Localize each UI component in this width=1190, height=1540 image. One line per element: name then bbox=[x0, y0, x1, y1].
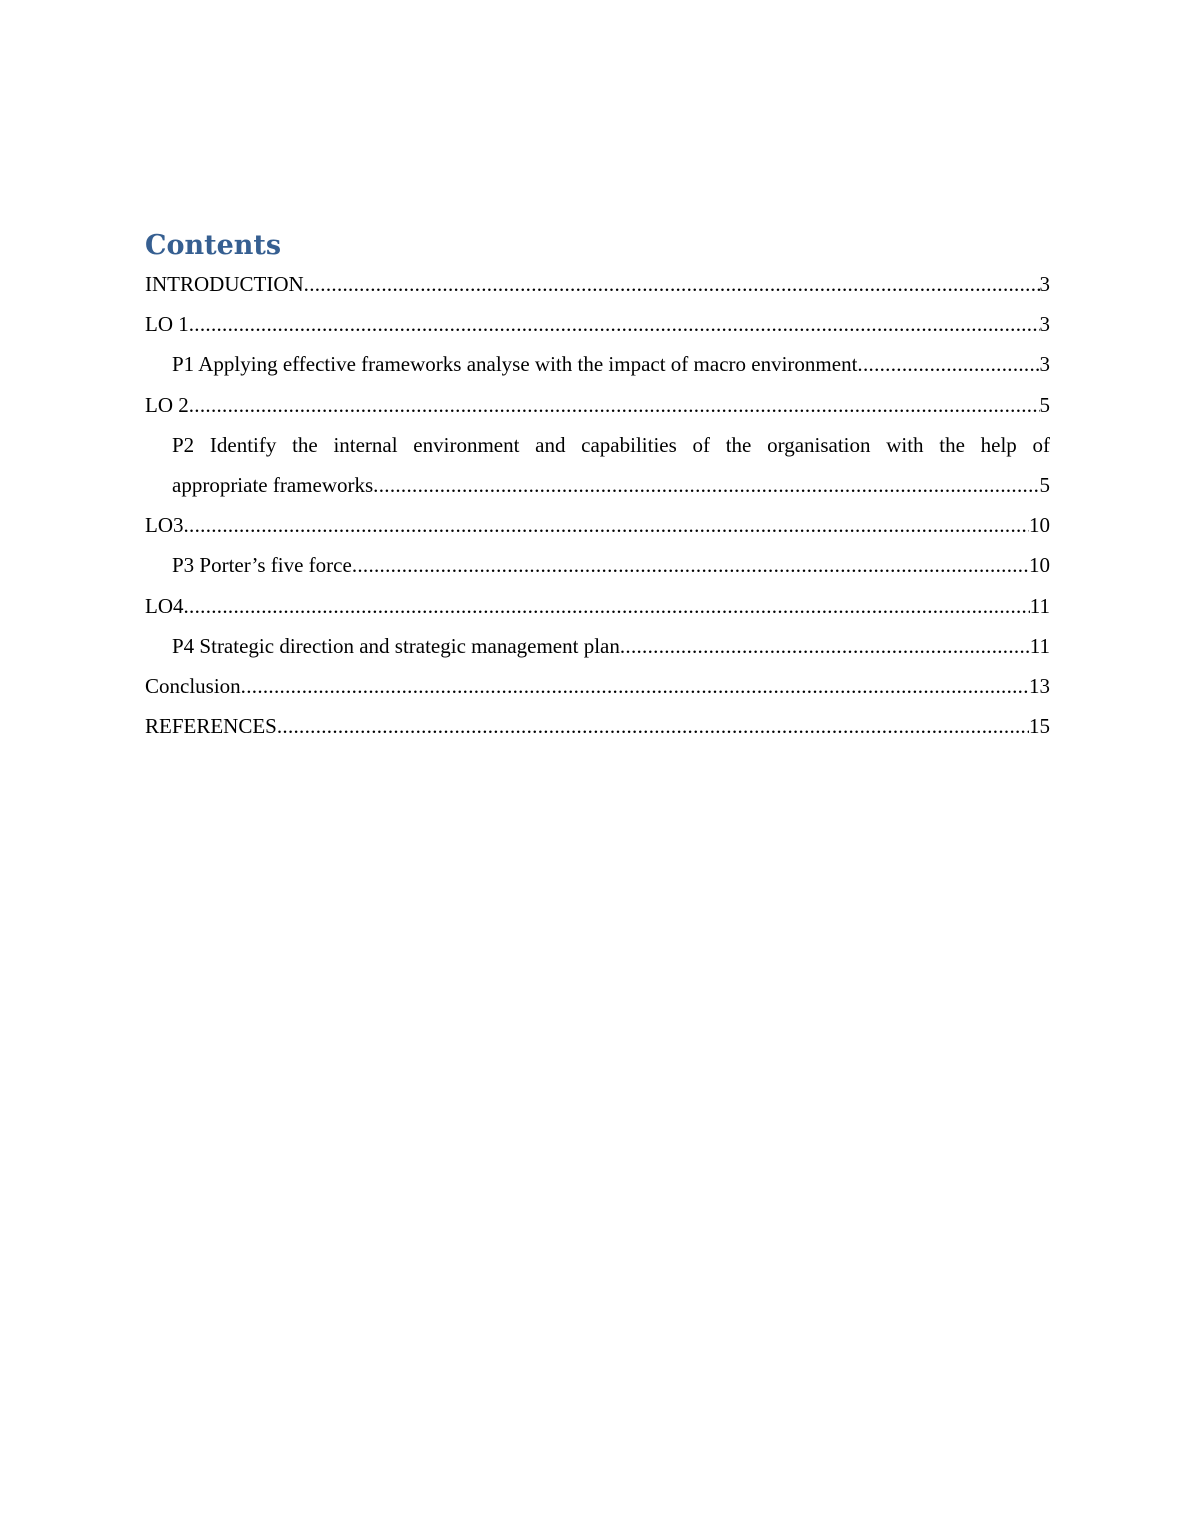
toc-entry-lo4[interactable] bbox=[145, 586, 1050, 626]
toc-leader-dots bbox=[189, 385, 1040, 425]
toc-entry-page: 3 bbox=[1039, 352, 1050, 377]
toc-entry-title: LO 1 bbox=[145, 312, 189, 337]
toc-entry-title-line2: appropriate frameworks bbox=[172, 472, 374, 497]
toc-leader-dots bbox=[189, 304, 1040, 344]
toc-entry-introduction[interactable] bbox=[145, 264, 1050, 304]
toc-leader-dots bbox=[277, 706, 1029, 746]
toc-leader-dots bbox=[184, 586, 1030, 626]
toc-leader-dots bbox=[352, 545, 1029, 585]
toc-entry-title: LO4 bbox=[145, 593, 184, 618]
toc-entry-title: LO 2 bbox=[145, 392, 189, 417]
toc-entry-title: Conclusion bbox=[145, 673, 241, 698]
toc-entry-p4[interactable] bbox=[172, 626, 1050, 666]
toc-entry-page: 15 bbox=[1029, 714, 1050, 739]
toc-entry-page: 11 bbox=[1029, 593, 1050, 618]
toc-entry-title: P3 Porter’s five force bbox=[172, 553, 352, 578]
table-of-contents bbox=[145, 264, 1050, 746]
toc-entry-page: 11 bbox=[1029, 633, 1050, 658]
toc-entry-p3[interactable] bbox=[172, 545, 1050, 585]
toc-entry-p1[interactable] bbox=[172, 344, 1050, 384]
toc-entry-lo3[interactable] bbox=[145, 505, 1050, 545]
toc-entry-lo2[interactable] bbox=[145, 385, 1050, 425]
toc-entry-page: 10 bbox=[1029, 553, 1050, 578]
toc-entry-title: LO3 bbox=[145, 513, 184, 538]
toc-entry-lo1[interactable] bbox=[145, 304, 1050, 344]
toc-entry-page: 5 bbox=[1039, 472, 1050, 497]
toc-leader-dots bbox=[857, 344, 1039, 384]
toc-entry-page: 13 bbox=[1029, 673, 1050, 698]
toc-entry-title: INTRODUCTION bbox=[145, 272, 304, 296]
toc-leader-dots bbox=[184, 505, 1030, 545]
toc-entry-title: REFERENCES bbox=[145, 714, 277, 739]
toc-entry-p2[interactable] bbox=[172, 425, 1050, 505]
toc-leader-dots bbox=[620, 626, 1030, 666]
toc-entry-title: P4 Strategic direction and strategic management plan bbox=[172, 633, 620, 658]
toc-leader-dots bbox=[373, 465, 1039, 505]
toc-entry-page: 10 bbox=[1029, 513, 1050, 538]
toc-leader-dots bbox=[304, 264, 1040, 304]
toc-leader-dots bbox=[241, 666, 1029, 706]
toc-entry-page: 3 bbox=[1039, 312, 1050, 337]
toc-entry-title: P1 Applying effective frameworks analyse with the impact of macro environment bbox=[172, 352, 858, 377]
toc-entry-page: 3 bbox=[1039, 272, 1050, 296]
toc-entry-page: 5 bbox=[1039, 392, 1050, 417]
toc-entry-title-line1: P2 Identify the internal environment and capabilities of the organisation with the help of bbox=[172, 432, 1050, 457]
toc-entry-conclusion[interactable] bbox=[145, 666, 1050, 706]
contents-heading: Contents bbox=[145, 230, 282, 261]
toc-entry-references[interactable] bbox=[145, 706, 1050, 746]
